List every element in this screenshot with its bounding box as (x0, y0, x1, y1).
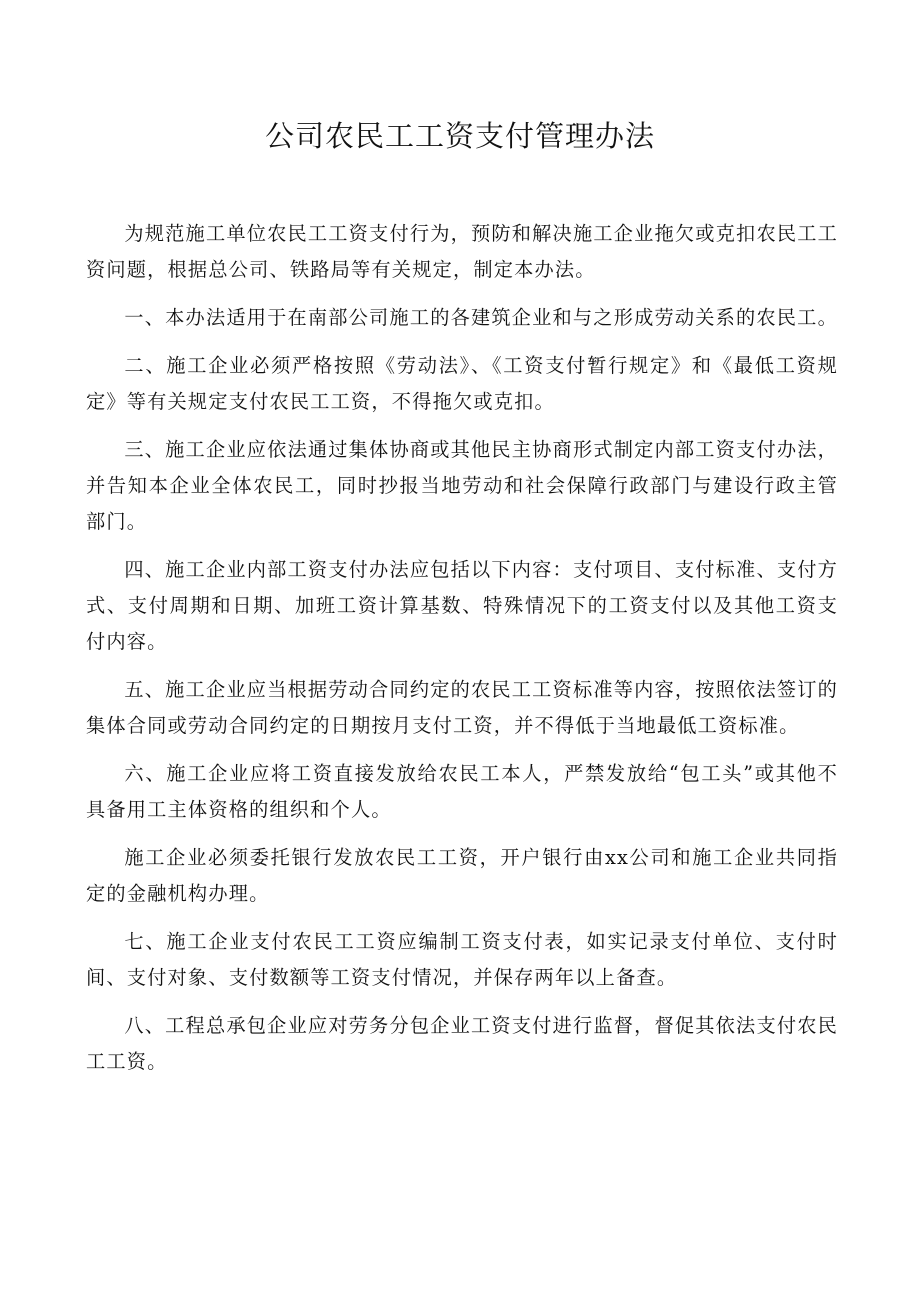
paragraph-preamble: 为规范施工单位农民工工资支付行为，预防和解决施工企业拖欠或克扣农民工工资问题，根据总公司、铁路局等有关规定，制定本办法。 (86, 222, 838, 281)
paragraph-article-3: 三、施工企业应依法通过集体协商或其他民主协商形式制定内部工资支付办法，并告知本企业全体农民工，同时抄报当地劳动和社会保障行政部门与建设行政主管部门。 (86, 438, 838, 533)
paragraph-article-8: 八、工程总承包企业应对劳务分包企业工资支付进行监督，督促其依法支付农民工工资。 (86, 1014, 838, 1073)
paragraph-article-6-bank: 施工企业必须委托银行发放农民工工资，开户银行由xx公司和施工企业共同指定的金融机构办理。 (86, 846, 838, 905)
paragraph-article-5: 五、施工企业应当根据劳动合同约定的农民工工资标准等内容，按照依法签订的集体合同或劳动合同约定的日期按月支付工资，并不得低于当地最低工资标准。 (86, 678, 838, 737)
paragraph-article-6: 六、施工企业应将工资直接发放给农民工本人，严禁发放给“包工头”或其他不具备用工主体资格的组织和个人。 (86, 762, 838, 821)
paragraph-article-2: 二、施工企业必须严格按照《劳动法》、《工资支付暂行规定》和《最低工资规定》等有关规定支付农民工工资，不得拖欠或克扣。 (86, 354, 838, 413)
paragraph-article-7: 七、施工企业支付农民工工资应编制工资支付表，如实记录支付单位、支付时间、支付对象、支付数额等工资支付情况，并保存两年以上备查。 (86, 930, 838, 989)
document-body (86, 216, 838, 1092)
document-title: 公司农民工工资支付管理办法 (264, 119, 655, 153)
paragraph-article-1: 一、本办法适用于在南部公司施工的各建筑企业和与之形成劳动关系的农民工。 (124, 306, 838, 329)
paragraph-article-4: 四、施工企业内部工资支付办法应包括以下内容：支付项目、支付标准、支付方式、支付周期和日期、加班工资计算基数、特殊情况下的工资支付以及其他工资支付内容。 (86, 558, 838, 653)
